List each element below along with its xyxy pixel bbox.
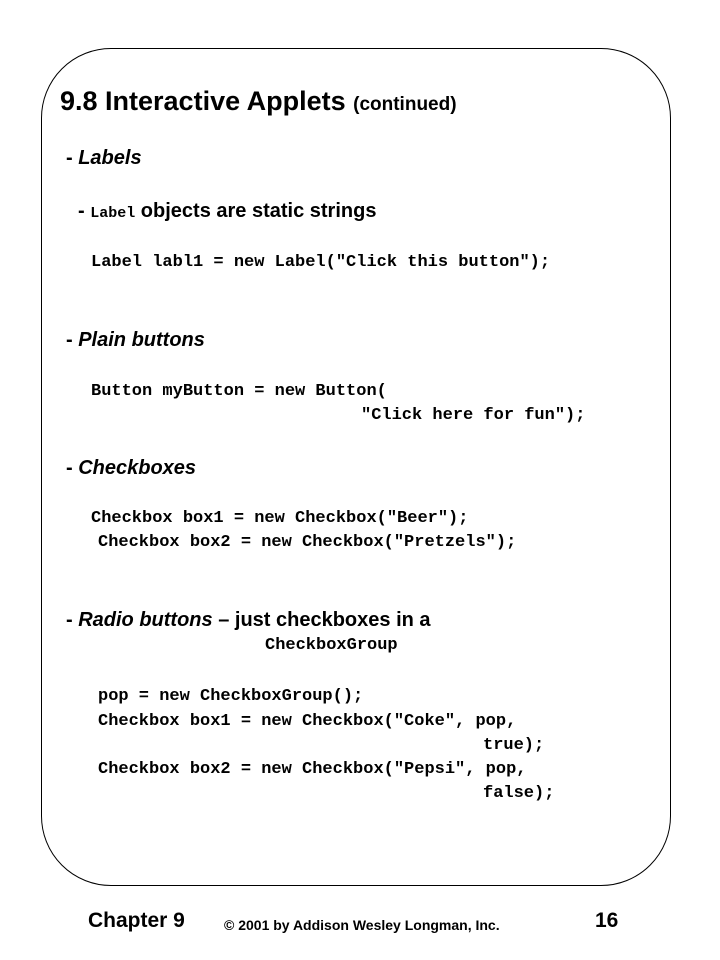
- section-heading-checkboxes: [66, 457, 196, 480]
- code-button-line-2: "Click here for fun");: [361, 406, 586, 425]
- code-checkbox-group-name: CheckboxGroup: [265, 636, 398, 655]
- slide-title: [60, 86, 457, 117]
- heading-rest: – just checkboxes in a: [212, 609, 431, 631]
- heading-dash: -: [66, 329, 79, 351]
- heading-dash: -: [66, 147, 79, 169]
- code-radio-line-4: Checkbox box2 = new Checkbox("Pepsi", pop,: [98, 760, 527, 779]
- code-button-line-1: Button myButton = new Button(: [91, 382, 387, 401]
- section-heading-labels: [66, 147, 142, 170]
- code-label-line: Label labl1 = new Label("Click this button");: [91, 253, 551, 272]
- code-radio-line-1: pop = new CheckboxGroup();: [98, 687, 364, 706]
- heading-dash: -: [66, 609, 79, 631]
- heading-text: Plain buttons: [78, 329, 205, 351]
- footer-chapter: Chapter 9: [88, 909, 185, 932]
- code-checkbox-line-1: Checkbox box1 = new Checkbox("Beer");: [91, 509, 469, 528]
- bullet-dash: -: [78, 200, 91, 222]
- footer-page-number: 16: [595, 909, 619, 932]
- heading-text: Checkboxes: [78, 457, 197, 479]
- labels-bullet: [78, 200, 376, 223]
- section-heading-plain-buttons: [66, 329, 205, 352]
- section-heading-radio-buttons: [66, 609, 431, 632]
- title-main: 9.8 Interactive Applets: [60, 86, 346, 116]
- code-radio-line-3: true);: [483, 736, 545, 755]
- title-suffix: (continued): [353, 94, 457, 115]
- bullet-code: Label: [90, 205, 136, 222]
- heading-text: Radio buttons: [78, 609, 213, 631]
- code-radio-line-2: Checkbox box1 = new Checkbox("Coke", pop,: [98, 712, 517, 731]
- heading-text: Labels: [78, 147, 142, 169]
- bullet-text: objects are static strings: [135, 200, 377, 222]
- code-radio-line-5: false);: [483, 784, 555, 803]
- footer-copyright: © 2001 by Addison Wesley Longman, Inc.: [224, 917, 500, 933]
- code-checkbox-line-2: Checkbox box2 = new Checkbox("Pretzels");: [98, 533, 517, 552]
- heading-dash: -: [66, 457, 79, 479]
